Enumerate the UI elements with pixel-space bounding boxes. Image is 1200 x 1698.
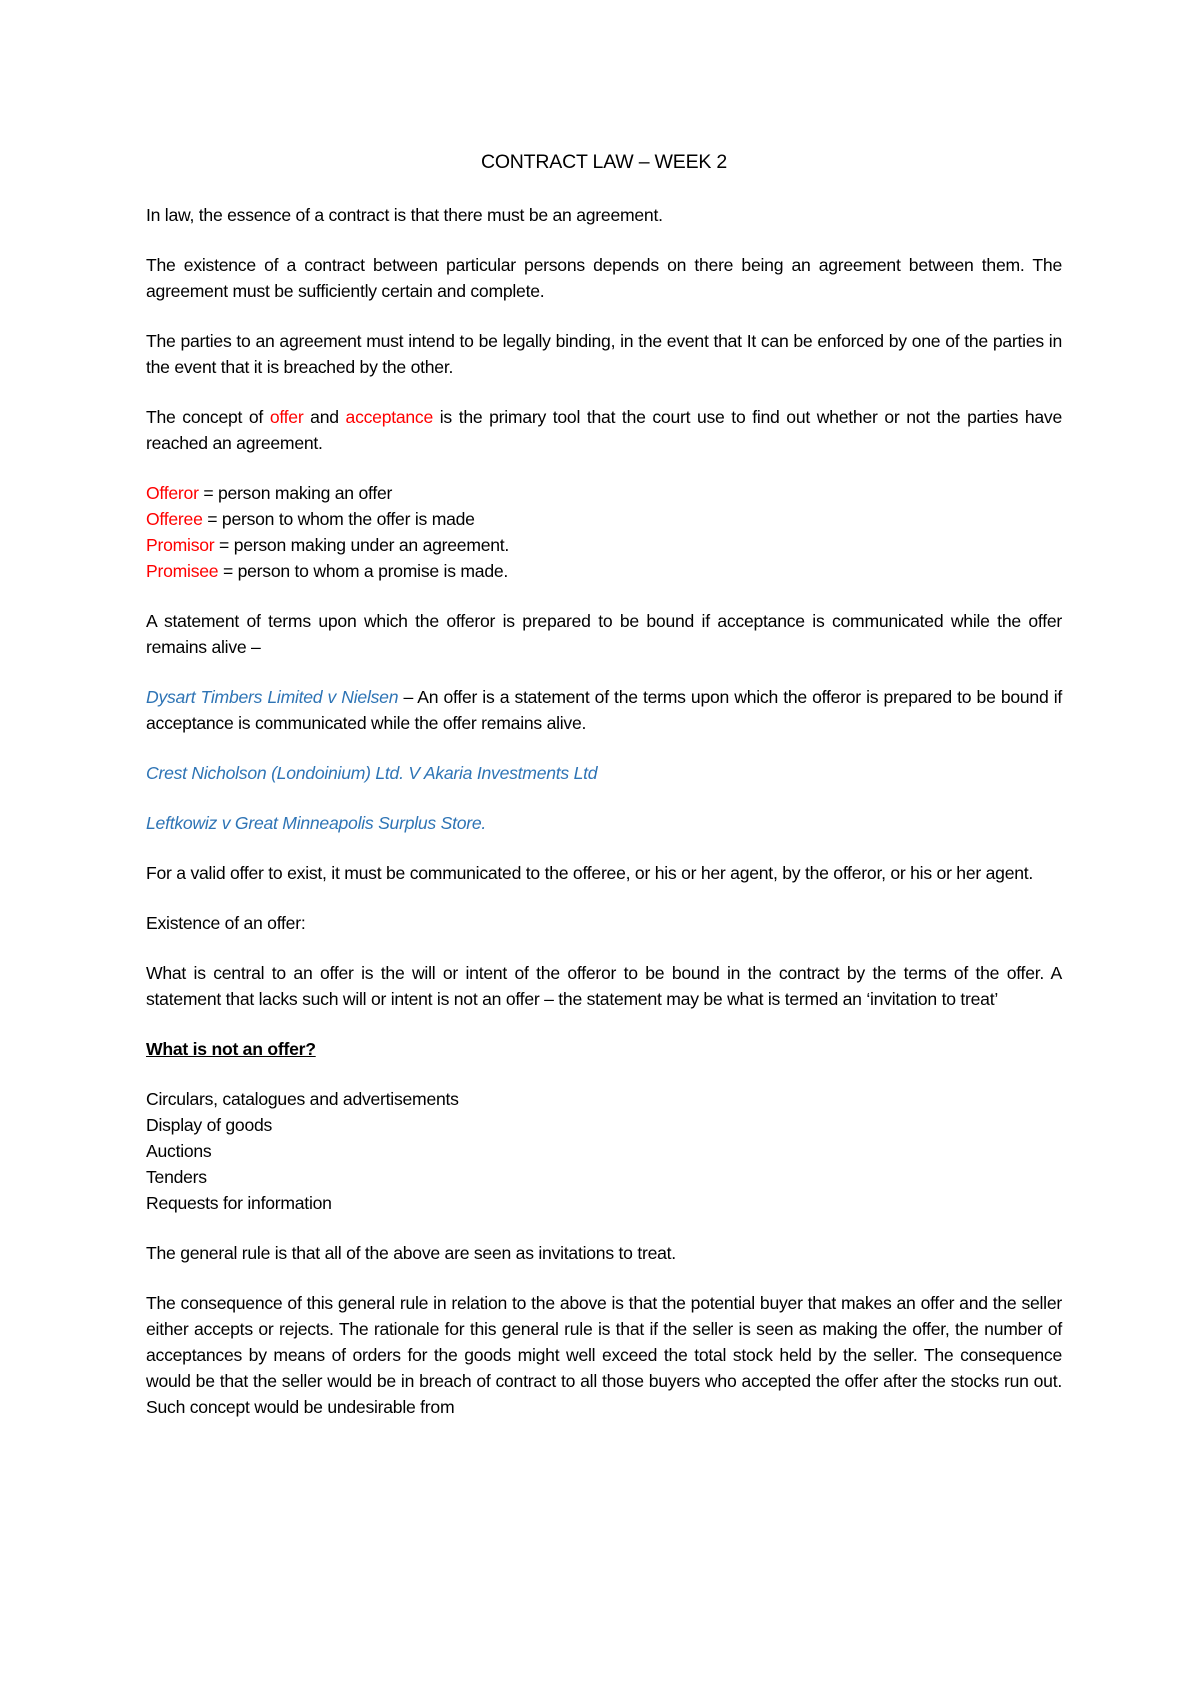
case-text-dysart: – An offer is a statement of the terms upon which the offeror is prepared to be bound if acceptance is communicated while the offer remains alive. — [146, 687, 1063, 733]
definition-term: Offeror — [146, 483, 199, 503]
definition-item — [146, 532, 1062, 558]
definition-term: Offeree — [146, 509, 203, 529]
paragraph-statement-of-terms: A statement of terms upon which the offeror is prepared to be bound if acceptance is communicated while the offer remains alive – — [146, 611, 1062, 657]
paragraph-existence-of-offer: Existence of an offer: — [146, 913, 306, 933]
case-name-leftkowiz: Leftkowiz v Great Minneapolis Surplus Store. — [146, 813, 487, 833]
list-item: Requests for information — [146, 1193, 332, 1213]
definition-term: Promisee — [146, 561, 219, 581]
offer-acceptance-text-3: is the primary tool that the court use to find out whether or not the parties have reached an agreement. — [146, 407, 1063, 453]
paragraph-parties-intent: The parties to an agreement must intend to be legally binding, in the event that It can be enforced by one of the parties in the event that it is breached by the other. — [146, 331, 1062, 377]
definition-item — [146, 558, 1062, 584]
paragraph-central-to-offer: What is central to an offer is the will or intent of the offeror to be bound in the contract by the terms of the offer. A statement that lacks such will or intent is not an offer – the statement may be what is termed an ‘invitation to treat’ — [146, 963, 1062, 1009]
definition-item — [146, 480, 1062, 506]
paragraph-existence: The existence of a contract between particular persons depends on there being an agreement between them. The agreement must be sufficiently certain and complete. — [146, 255, 1062, 301]
not-offer-list — [146, 1086, 1062, 1216]
list-item: Display of goods — [146, 1115, 273, 1135]
acceptance-term: acceptance — [345, 407, 434, 427]
heading-not-an-offer: What is not an offer? — [146, 1039, 316, 1059]
paragraph-general-rule: The general rule is that all of the above are seen as invitations to treat. — [146, 1243, 676, 1263]
paragraph-essence: In law, the essence of a contract is that there must be an agreement. — [146, 205, 663, 225]
list-item: Circulars, catalogues and advertisements — [146, 1089, 459, 1109]
list-item: Tenders — [146, 1167, 207, 1187]
definition-text: = person making under an agreement. — [214, 535, 510, 555]
paragraph-case-dysart — [146, 684, 1062, 736]
definition-text: = person to whom a promise is made. — [218, 561, 509, 581]
definition-item — [146, 506, 1062, 532]
definition-text: = person making an offer — [198, 483, 393, 503]
offer-acceptance-text-1: The concept of — [146, 407, 270, 427]
paragraph-consequence: The consequence of this general rule in relation to the above is that the potential buyer that makes an offer and the seller either accepts or rejects. The rationale for this general rule is that if the seller is seen as making the offer, the number of acceptances by means of orders for the goods might well exceed the total stock held by the seller. The consequence would be that the seller would be in breach of contract to all those buyers who accepted the offer after the stocks run out. Such concept would be undesirable from — [146, 1293, 1062, 1417]
section-heading — [146, 1036, 1062, 1062]
case-name-dysart: Dysart Timbers Limited v Nielsen — [146, 687, 399, 707]
list-item: Auctions — [146, 1141, 212, 1161]
document-title: CONTRACT LAW – WEEK 2 — [480, 151, 728, 173]
definition-term: Promisor — [146, 535, 215, 555]
offer-acceptance-text-2: and — [303, 407, 346, 427]
case-name-crest: Crest Nicholson (Londoinium) Ltd. V Akaria Investments Ltd — [146, 763, 598, 783]
paragraph-case-crest — [146, 760, 1062, 786]
definitions-list — [146, 480, 1062, 584]
paragraph-offer-acceptance — [146, 404, 1062, 456]
offer-term: offer — [269, 407, 304, 427]
paragraph-valid-offer: For a valid offer to exist, it must be communicated to the offeree, or his or her agent, by the offeror, or his or her agent. — [146, 863, 1034, 883]
paragraph-case-leftkowiz — [146, 810, 1062, 836]
definition-text: = person to whom the offer is made — [202, 509, 475, 529]
